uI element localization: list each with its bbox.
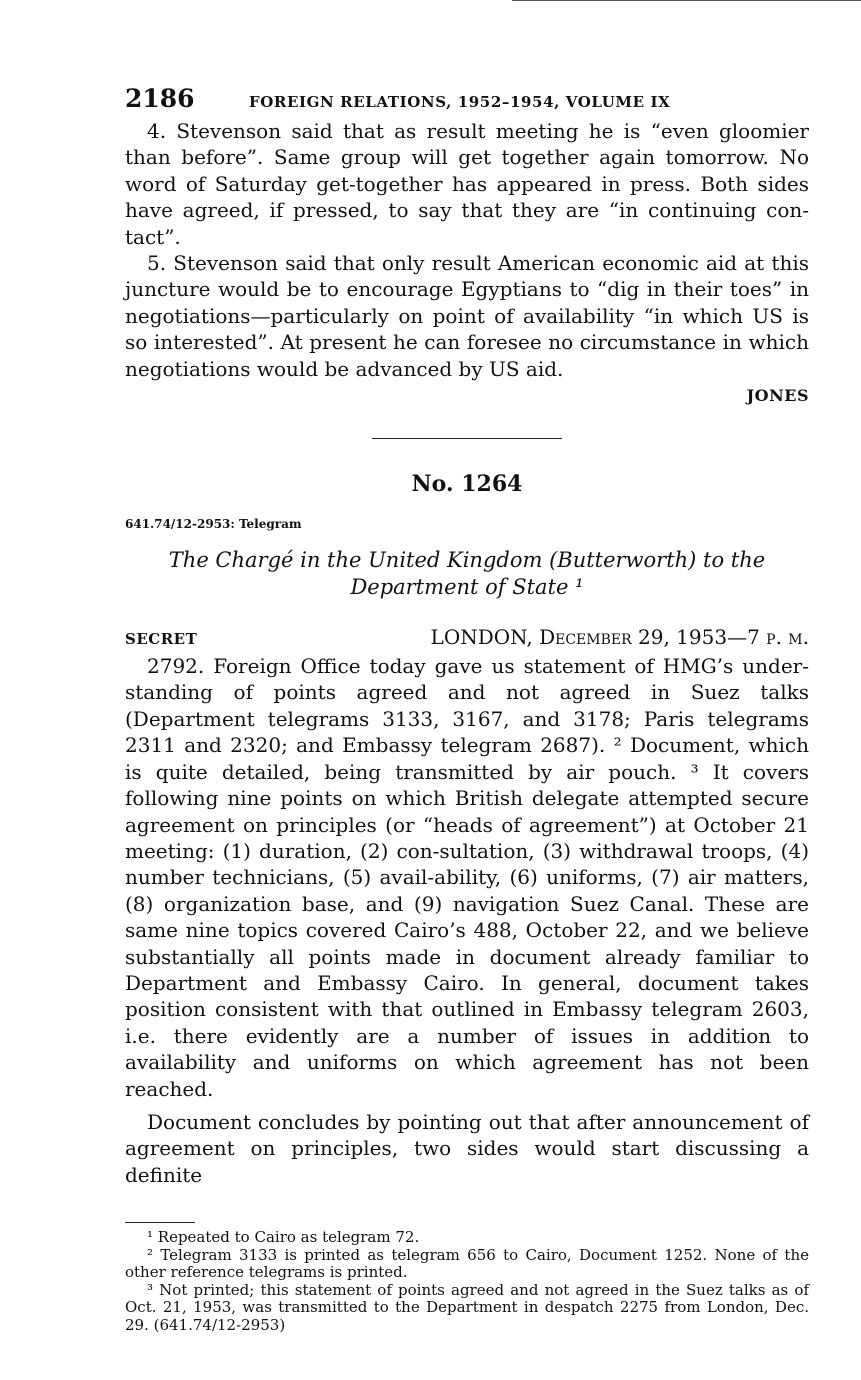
page-number: 2186 (125, 84, 195, 113)
body-paragraph-1: 2792. Foreign Office today gave us statement of HMG’s under-standing of points agreed and not agreed in Suez talks (Department telegrams 3133, 3167, and 3178; Paris telegrams 2311 and 2320; and Embassy telegram 2687). ² Document, which is quite detailed, being transmitted by air pouch. ³ It covers following nine points on which British delegate attempted secure agreement on principles (or “heads of agreement”) at October 21 meeting: (1) duration, (2) con-sultation, (3) withdrawal troops, (4) number technicians, (5) avail-ability, (6) uniforms, (7) air matters, (8) organization base, and (9) navigation Suez Canal. These are same nine topics covered Cairo’s 488, October 22, and we believe substantially all points made in document already familiar to Department and Embassy Cairo. In general, document takes position consistent with that outlined in Embassy telegram 2603, i.e. there evidently are a number of issues in addition to availability and uniforms on which agreement has not been reached. (125, 654, 809, 1101)
classification-label: SECRET (125, 630, 198, 649)
document-page (125, 84, 809, 1334)
dateline-row (125, 625, 809, 649)
previous-doc-paragraph-4: 4. Stevenson said that as result meeting he is “even gloomier than before”. Same group will get together again tomorrow. No word of Saturday get-together has appeared in press. Both sides have agreed, if pressed, to say that they are “in continuing con-tact”. (125, 119, 809, 249)
footnotes (125, 1229, 809, 1334)
footnote-1: ¹ Repeated to Cairo as telegram 72. (147, 1228, 420, 1247)
document-number: No. 1264 (411, 471, 523, 498)
body-paragraph-2: Document concludes by pointing out that after announcement of agreement on principles, two sides would start discussing a definite (125, 1109, 809, 1187)
previous-doc-paragraph-5: 5. Stevenson said that only result American economic aid at this juncture would be to encourage Egyptians to “dig in their toes” in negotiations—particularly on point of availability “in which US is so interested”. At present he can foresee no circumstance in which negotiations would be advanced by US aid. (125, 251, 809, 381)
footnote-2: ² Telegram 3133 is printed as telegram 656 to Cairo, Document 1252. None of the other reference telegrams is printed. (125, 1245, 809, 1282)
dateline: LONDON, December 29, 1953—7 p. m. (430, 625, 809, 650)
footnote-3: ³ Not printed; this statement of points agreed and not agreed in the Suez talks as of Oct. 21, 1953, was transmitted to the Department in despatch 2275 from London, Dec. 29. (641.74/12-2953) (125, 1280, 809, 1334)
file-reference: 641.74/12-2953: Telegram (125, 517, 302, 532)
section-divider (372, 438, 562, 439)
top-edge-rule (512, 0, 861, 1)
running-title: FOREIGN RELATIONS, 1952–1954, VOLUME IX (249, 93, 671, 111)
footnote-rule (125, 1222, 195, 1223)
document-title: The Chargé in the United Kingdom (Butterworth) to the Department of State ¹ (168, 548, 766, 600)
running-head (125, 84, 809, 118)
signature: JONES (746, 386, 809, 406)
